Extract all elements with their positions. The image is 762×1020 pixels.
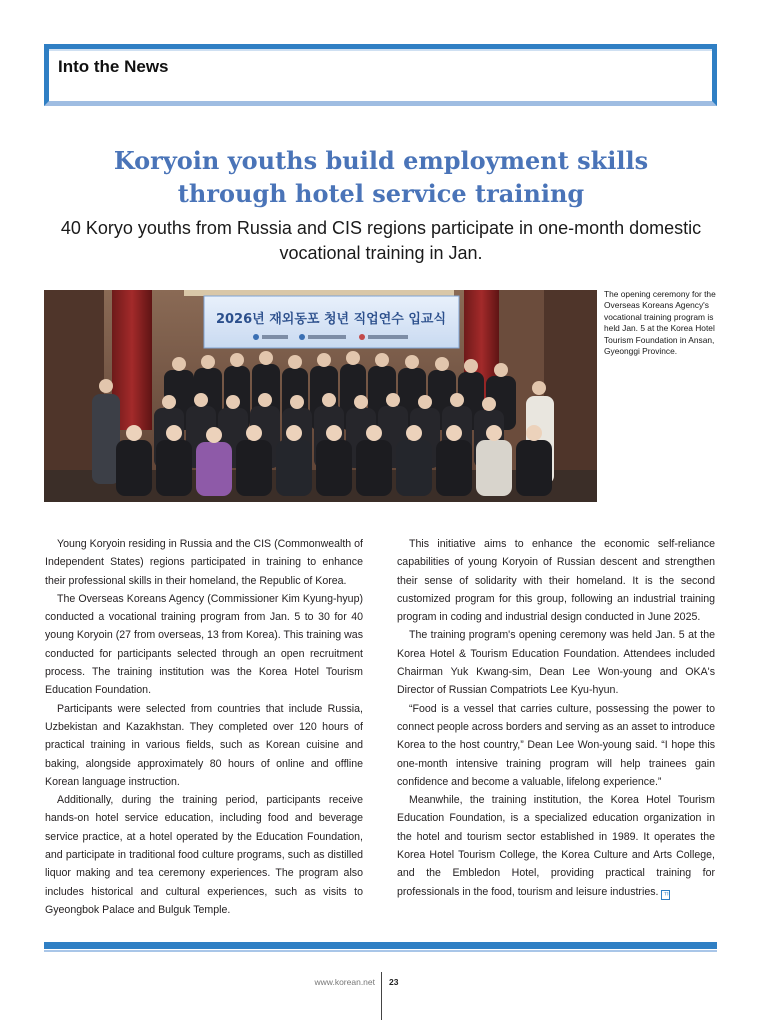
body-paragraph: “Food is a vessel that carries culture, possessing the power to connect people across borders and serving as an asset to introduce Korea to the host country,” Dean Lee Won-young said. “I hope this one-month intensive training program will help trainees gain confidence and become a valuable, lifelong experience.” <box>397 702 716 788</box>
body-paragraph: Additionally, during the training period, participants receive hands-on hotel service education, including food and beverage service practice, at a hotel operated by the Education Foundation, and participate in traditional food culture programs, such as distilled liquor making and tea ceremony experiences. The program also includes historical and cultural experiences, such as visits to Gyeongbok Palace and Bulguk Temple. <box>45 794 363 916</box>
body-paragraph: The Overseas Koreans Agency (Commissioner Kim Kyung-hyup) conducted a vocational training program from Jan. 5 to 30 for 40 young Koryoin (27 from overseas, 13 from Korea). This training was conducted for participants selected through an open recruitment process. The training institution was the Korea Hotel Tourism Education Foundation. <box>45 592 363 697</box>
end-mark-icon: ㄲ <box>662 890 670 898</box>
body-paragraph-text: Meanwhile, the training institution, the Korea Hotel Tourism Education Foundation, is a specialized education organization in the hotel and tourism sector established in 1989. It operates the Korea Hotel Tourism College, the Korea Culture and Arts College, and the Embledon Hotel, providing practical training for professionals in the food, tourism and leisure industries. <box>397 794 715 898</box>
footer-rule <box>44 950 717 952</box>
body-paragraph: This initiative aims to enhance the economic self-reliance capabilities of young Koryoin of Russian descent and strengthen their sense of solidarity with their homeland. It is the second customized program for this group, following an industrial training program in coding and industrial design conducted in June 2025. <box>397 538 715 624</box>
group-photo <box>44 290 597 502</box>
body-column-left <box>45 535 363 919</box>
body-paragraph: The training program's opening ceremony was held Jan. 5 at the Korea Hotel & Tourism Education Foundation. Attendees included Chairman Yuk Kwang-sim, Dean Lee Won-young and OKA's Director of Russian Compatriots Lee Kyu-hyun. <box>397 629 715 697</box>
body-paragraph-last <box>397 791 715 901</box>
photo-banner-text: 2026년 재외동포 청년 직업연수 입교식 <box>215 312 447 327</box>
footer-url[interactable]: www.korean.net <box>314 977 375 987</box>
section-header-box <box>44 44 717 106</box>
photo-caption: The opening ceremony for the Overseas Koreans Agency's vocational training program is held Jan. 5 at the Korea Hotel Tourism Foundation in Ansan, Gyeonggi Province. <box>604 289 716 357</box>
footer-bar <box>44 942 717 949</box>
footer-divider <box>381 972 382 1020</box>
article-headline: Koryoin youths build employment skills through hotel service training <box>113 146 649 208</box>
body-paragraph: Participants were selected from countries that include Russia, Uzbekistan and Kazakhstan. They completed over 120 hours of practical training in various fields, such as Korean cuisine and baking, alongside approximately 80 hours of online and offline Korean language instruction. <box>45 702 363 788</box>
article-subhead: 40 Koryo youths from Russia and CIS regions participate in one-month domestic vocational training in Jan. <box>60 218 702 263</box>
page-number: 23 <box>389 977 399 987</box>
body-column-right <box>397 535 715 901</box>
section-title: Into the News <box>58 57 169 76</box>
body-paragraph: Young Koryoin residing in Russia and the CIS (Commonwealth of Independent States) regions participated in training to enhance their professional skills in their homeland, the Republic of Korea. <box>45 538 363 587</box>
group-photo-illustration <box>44 290 597 502</box>
